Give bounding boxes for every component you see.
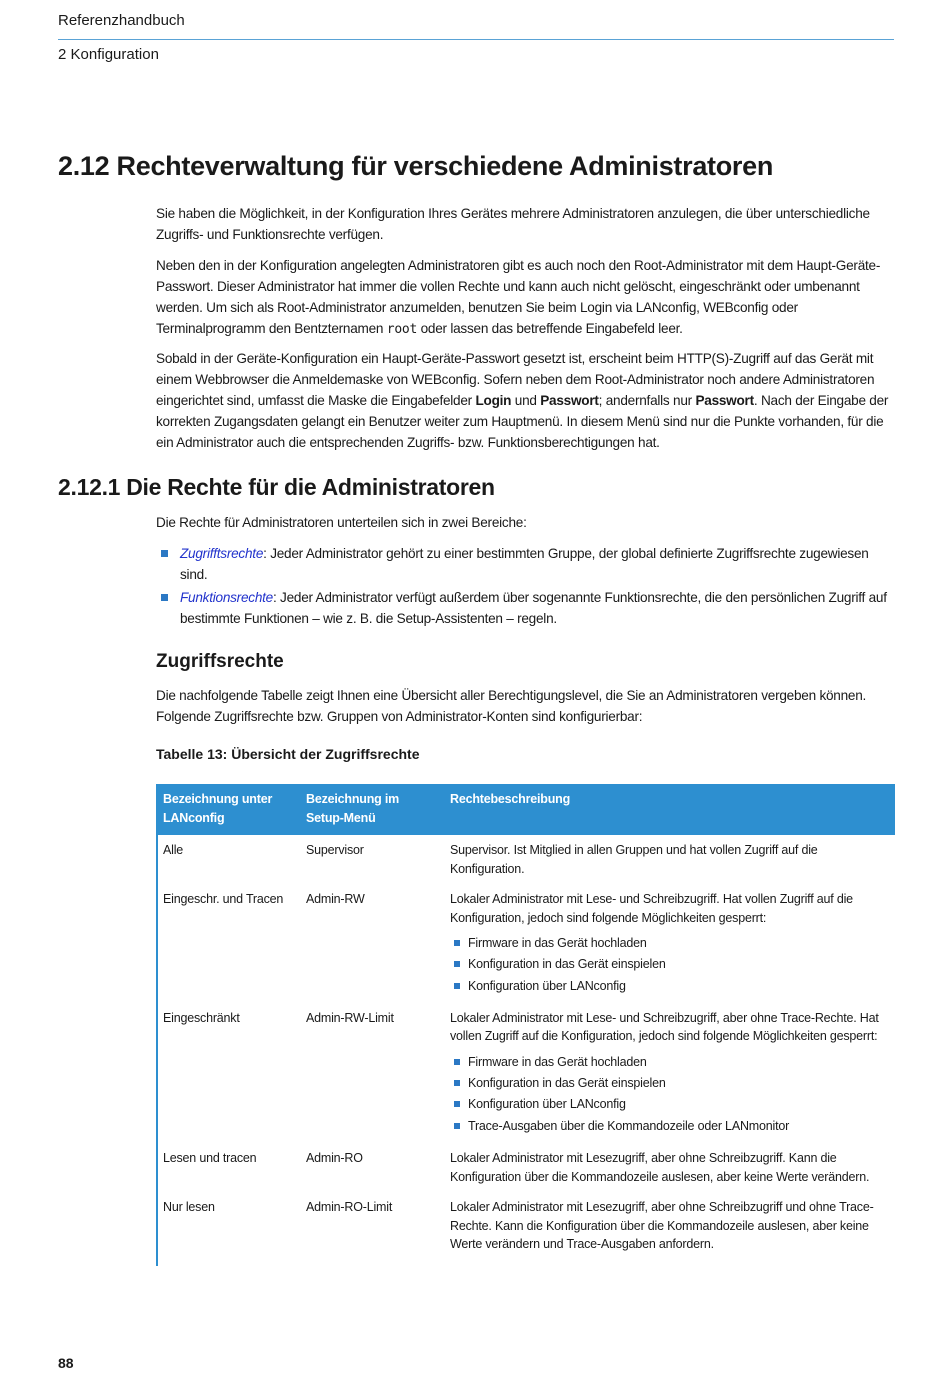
cell-description: [445, 1192, 895, 1266]
bullet-icon: [454, 1101, 460, 1107]
bullet-icon: [454, 1123, 460, 1129]
cell-description: [445, 1143, 895, 1192]
text-span: Sobald in der Geräte-Konfiguration ein Haupt-Geräte-Passwort gesetzt ist, erscheint beim HTTP(S)-Zugriff auf das Gerät mit einem Webbrowser die Anmeldemaske von WEBconfig. Sofern neben dem Root-Administrator noch andere Administratoren eingerichtet sind, umfasst die Maske die Eingabefelder: [156, 351, 875, 408]
bullet-icon: [454, 940, 460, 946]
table-row: [157, 1143, 895, 1192]
password-term: Passwort: [540, 393, 599, 408]
list-item: [450, 954, 890, 975]
zugriffsrechte-link[interactable]: Zugrifftsrechte: [180, 546, 264, 561]
minor-paragraph: Die nachfolgende Tabelle zeigt Ihnen eine Übersicht aller Berechtigungslevel, die Sie an Administratoren vergeben können. Folgende Zugriffsrechte bzw. Gruppen von Administrator-Konten sind konfigurierbar:: [156, 688, 867, 724]
page-number: 88: [58, 1355, 74, 1371]
list-item-text: Firmware in das Gerät hochladen: [468, 1054, 647, 1069]
cell-description: [445, 884, 895, 1003]
subsection-heading: 2.12.1 Die Rechte für die Administratoren: [58, 474, 495, 500]
login-term: Login: [475, 393, 512, 408]
bullet-icon: [161, 550, 168, 557]
section-paragraph-1: Sie haben die Möglichkeit, in der Konfiguration Ihres Gerätes mehrere Administratoren anzulegen, die über unterschiedliche Zugriffs- und Funktionsrechte verfügen.: [156, 206, 870, 242]
list-item: [156, 587, 894, 629]
code-root: root: [386, 322, 418, 337]
description-text: Lokaler Administrator mit Lesezugriff, aber ohne Schreibzugriff. Kann die Konfiguration über die Kommandozeile auslesen, aber keine Werte verändern.: [450, 1151, 870, 1184]
cell-description: [445, 1003, 895, 1143]
cell-setup: Admin-RW: [306, 892, 365, 906]
cell-lanconfig: Lesen und tracen: [163, 1151, 257, 1166]
table-caption: Tabelle 13: Übersicht der Zugriffsrechte: [156, 746, 420, 762]
access-rights-table: [156, 784, 895, 1266]
list-item: [450, 1052, 890, 1073]
column-header: Bezeichnung unter LANconfig: [157, 784, 301, 835]
description-text: Lokaler Administrator mit Lese- und Schreibzugriff, aber ohne Trace-Rechte. Hat vollen Zugriff auf die Konfiguration, jedoch sind folgende Möglichkeiten gesperrt:: [450, 1010, 879, 1044]
section-heading: 2.12 Rechteverwaltung für verschiedene Administratoren: [58, 151, 774, 181]
bullet-icon: [454, 961, 460, 967]
text-span: . Nach der Eingabe der korrekten Zugangsdaten gelangt ein Benutzer weiter zum Hauptmenü. In diesem Menü sind nur die Punkte vorhanden, für die ein Administrator auch die entsprechenden Zugriffs- bzw. Funktionsberechtigungen hat.: [156, 393, 889, 450]
cell-setup: Admin-RW-Limit: [306, 1010, 394, 1025]
section-paragraph-3: [156, 348, 894, 453]
bullet-icon: [454, 1059, 460, 1065]
list-item-text: Trace-Ausgaben über die Kommandozeile oder LANmonitor: [468, 1118, 790, 1133]
cell-setup: Admin-RO-Limit: [306, 1200, 393, 1215]
cell-lanconfig: Nur lesen: [163, 1200, 215, 1215]
minor-heading: Zugriffsrechte: [156, 651, 284, 672]
table-row: [157, 835, 895, 884]
list-item-text: Konfiguration über LANconfig: [468, 978, 626, 993]
header-divider: [58, 39, 894, 40]
restriction-list: [450, 1052, 890, 1137]
list-item-text: : Jeder Administrator gehört zu einer bestimmten Gruppe, der global definierte Zugriffsrechte zugewiesen sind.: [180, 546, 869, 582]
list-item-text: : Jeder Administrator verfügt außerdem über sogenannte Funktionsrechte, die den persönlichen Zugriff auf bestimmte Funktionen – wie z. B. die Setup-Assistenten – regeln.: [180, 590, 887, 626]
table-row: [157, 1003, 895, 1143]
table-row: [157, 1192, 895, 1266]
table-row: [157, 884, 895, 1003]
restriction-list: [450, 933, 890, 997]
column-header: Bezeichnung im Setup-Menü: [301, 784, 445, 835]
description-text: Supervisor. Ist Mitglied in allen Gruppen und hat vollen Zugriff auf die Konfiguration.: [450, 843, 818, 876]
password-term: Passwort: [695, 393, 754, 408]
text-span: ; andernfalls nur: [598, 393, 696, 408]
description-text: Lokaler Administrator mit Lesezugriff, aber ohne Schreibzugriff und ohne Trace-Rechte. Kann die Konfiguration über die Kommandozeile auslesen, aber keine Werte verändern und Trace-Ausgaben anfordern.: [450, 1200, 874, 1252]
subsection-intro: Die Rechte für Administratoren unterteilen sich in zwei Bereiche:: [156, 515, 527, 530]
list-item-text: Konfiguration über LANconfig: [468, 1097, 626, 1112]
rights-list: [156, 543, 894, 631]
list-item: [450, 1116, 890, 1137]
list-item-text: Konfiguration in das Gerät einspielen: [468, 1076, 666, 1091]
text-span: und: [511, 393, 541, 408]
list-item-text: Konfiguration in das Gerät einspielen: [468, 957, 666, 972]
section-paragraph-2: [156, 255, 894, 340]
bullet-icon: [161, 594, 168, 601]
chapter-label: 2 Konfiguration: [58, 46, 159, 63]
cell-lanconfig: Alle: [163, 843, 184, 857]
description-text: Lokaler Administrator mit Lese- und Schreibzugriff. Hat vollen Zugriff auf die Konfiguration, jedoch sind folgende Möglichkeiten gesperrt:: [450, 892, 853, 925]
cell-setup: Admin-RO: [306, 1151, 363, 1166]
list-item: [450, 1073, 890, 1094]
running-header: [58, 10, 894, 66]
cell-lanconfig: Eingeschränkt: [163, 1010, 240, 1025]
bullet-icon: [454, 1080, 460, 1086]
list-item: [450, 1094, 890, 1115]
list-item-text: Firmware in das Gerät hochladen: [468, 936, 647, 950]
cell-setup: Supervisor: [306, 843, 364, 857]
funktionsrechte-link[interactable]: Funktionsrechte: [180, 590, 273, 605]
cell-lanconfig: Eingeschr. und Tracen: [163, 892, 284, 906]
list-item: [450, 976, 890, 997]
text-span: oder lassen das betreffende Eingabefeld leer.: [417, 321, 683, 336]
table-header-row: [157, 784, 895, 835]
cell-description: [445, 835, 895, 884]
list-item: [156, 543, 894, 585]
document-title: Referenzhandbuch: [58, 12, 185, 29]
list-item: [450, 933, 890, 954]
text-span: Neben den in der Konfiguration angelegten Administratoren gibt es auch noch den Root-Administrator mit dem Haupt-Geräte-Passwort. Dieser Administrator hat immer die vollen Rechte und kann auch nicht gelöscht, eingeschränkt oder umbenannt werden. Um sich als Root-Administrator anzumelden, benutzen Sie beim Login via LANconfig, WEBconfig oder Terminalprogramm den Bentzternamen: [156, 258, 881, 336]
column-header: Rechtebeschreibung: [445, 784, 895, 835]
bullet-icon: [454, 983, 460, 989]
